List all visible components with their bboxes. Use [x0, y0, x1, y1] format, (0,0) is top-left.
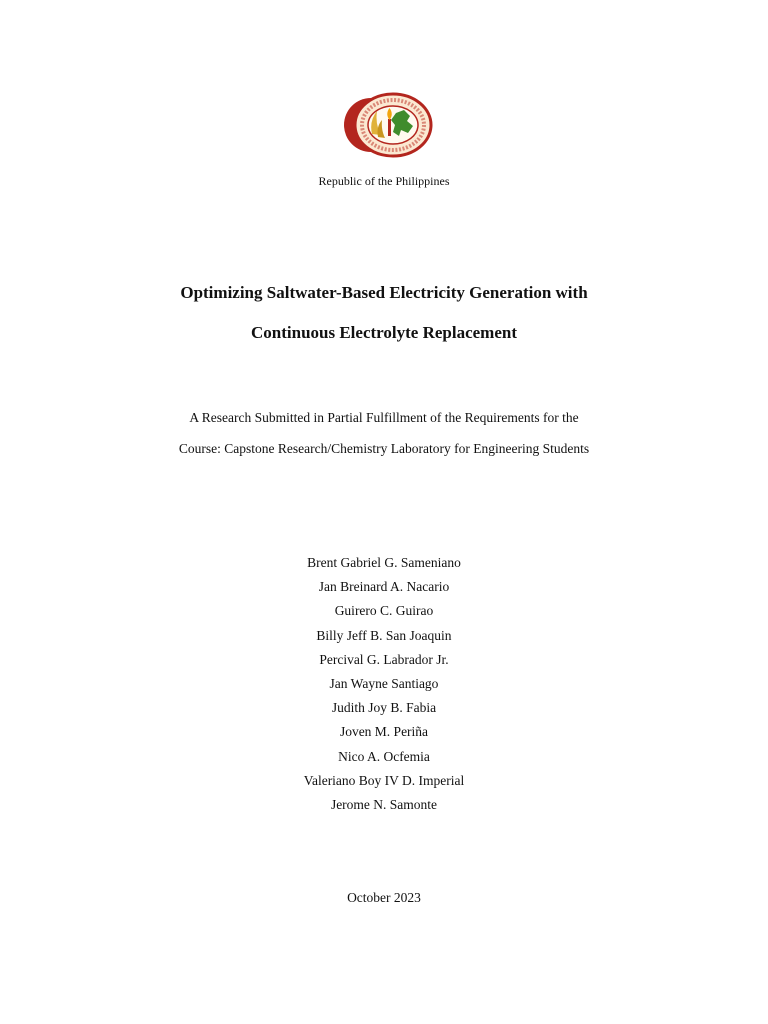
author-name: Nico A. Ocfemia	[338, 748, 430, 764]
subtitle-line-1: A Research Submitted in Partial Fulfillment of the Requirements for the	[189, 410, 579, 425]
subtitle-line-2: Course: Capstone Research/Chemistry Laboratory for Engineering Students	[178, 441, 590, 456]
republic-label: Republic of the Philippines	[318, 174, 450, 188]
submission-date: October 2023	[347, 890, 421, 905]
author-name: Percival G. Labrador Jr.	[319, 651, 449, 667]
author-name: Billy Jeff B. San Joaquin	[316, 627, 452, 643]
author-name: Joven M. Periña	[339, 724, 429, 740]
author-name: Jerome N. Samonte	[330, 796, 438, 812]
title-line-2: Continuous Electrolyte Replacement	[251, 323, 517, 342]
title-line-1: Optimizing Saltwater-Based Electricity Generation with	[180, 283, 588, 302]
institution-seal-icon	[338, 90, 436, 160]
author-name: Guirero C. Guirao	[334, 603, 434, 619]
author-name: Judith Joy B. Fabia	[331, 700, 437, 716]
author-name: Brent Gabriel G. Sameniano	[307, 555, 461, 570]
author-name: Jan Wayne Santiago	[329, 675, 439, 691]
author-name: Jan Breinard A. Nacario	[318, 579, 450, 595]
author-list	[0, 554, 768, 820]
author-name: Valeriano Boy IV D. Imperial	[303, 772, 465, 788]
